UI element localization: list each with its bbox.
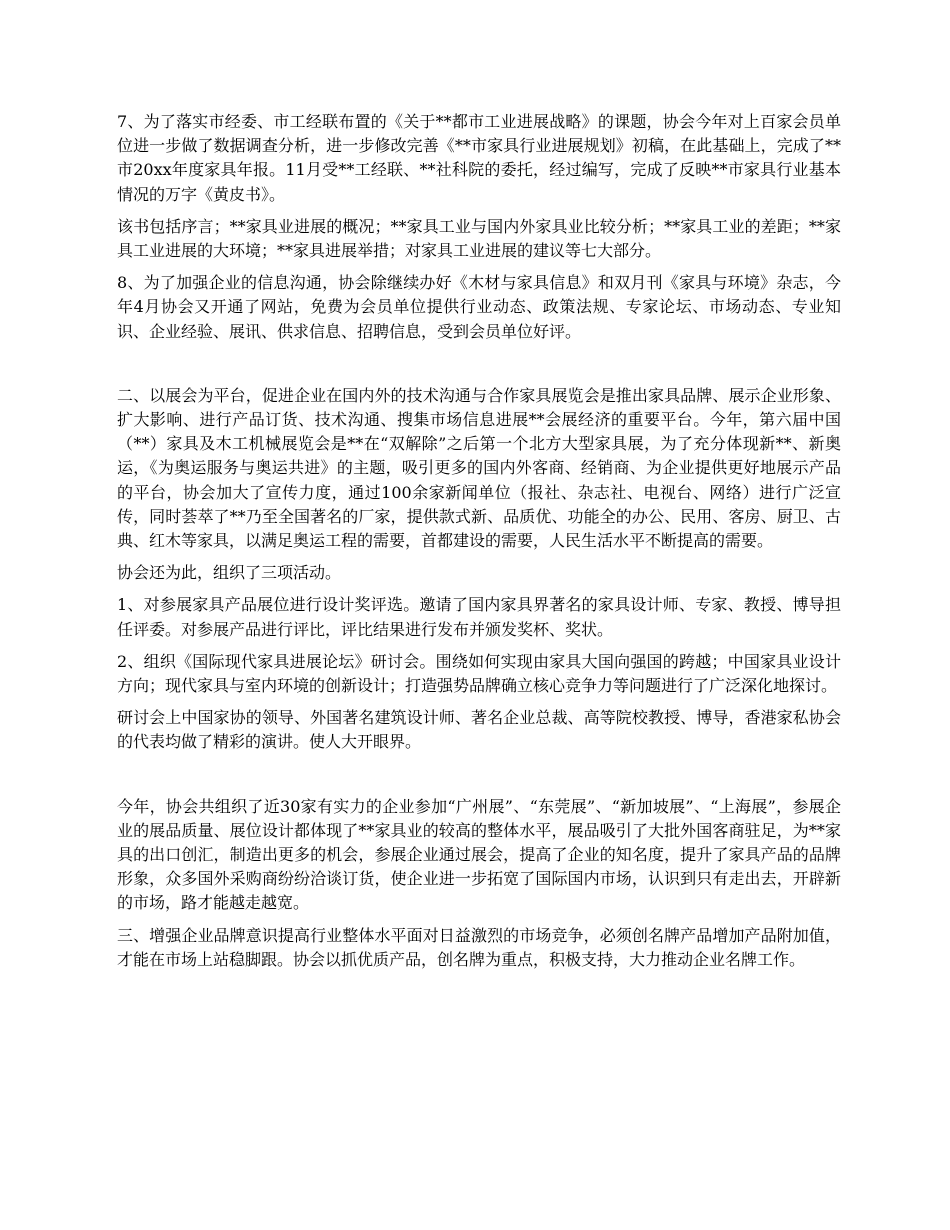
paragraph-section-2: 二、以展会为平台，促进企业在国内外的技术沟通与合作家具展览会是推出家具品牌、展示企业形象、扩大影响、进行产品订货、技术沟通、搜集市场信息进展**会展经济的重要平台。今年，第六届中国（**）家具及木工机械展览会是**在“双解除”之后第一个北方大型家具展，为了充分体现新**、新奥运，《为奥运服务与奥运共进》的主题，吸引更多的国内外客商、经销商、为企业提供更好地展示产品的平台，协会加大了宣传力度，通过100余家新闻单位（报社、杂志社、电视台、网络）进行广泛宣传，同时荟萃了**乃至全国著名的厂家，提供款式新、品质优、功能全的办公、民用、客房、厨卫、古典、红木等家具，以满足奥运工程的需要，首都建设的需要，人民生活水平不断提高的需要。 xyxy=(117,385,841,551)
paragraph-three-activities: 协会还为此，组织了三项活动。 xyxy=(117,563,342,583)
paragraph-seminar: 研讨会上中国家协的领导、外国著名建筑设计师、著名企业总裁、高等院校教授、博导，香港家私协会的代表均做了精彩的演讲。使人大开眼界。 xyxy=(117,708,841,752)
document-page xyxy=(117,110,841,980)
paragraph-exhibitions: 今年，协会共组织了近30家有实力的企业参加“广州展”、“东莞展”、“新加坡展”、“上海展”，参展企业的展品质量、展位设计都体现了**家具业的较高的整体水平，展品吸引了大批外国客商驻足，为**家具的出口创汇，制造出更多的机会，参展企业通过展会，提高了企业的知名度，提升了家具产品的品牌形象，众多国外采购商纷纷洽谈订货，使企业进一步拓宽了国际国内市场，认识到只有走出去，开辟新的市场，路才能越走越宽。 xyxy=(117,796,841,913)
paragraph-activity-1: 1、对参展家具产品展位进行设计奖评选。邀请了国内家具界著名的家具设计师、专家、教授、博导担任评委。对参展产品进行评比，评比结果进行发布并颁发奖杯、奖状。 xyxy=(117,595,841,639)
paragraph-item-8: 8、为了加强企业的信息沟通，协会除继续办好《木材与家具信息》和双月刊《家具与环境》杂志，今年4月协会又开通了网站，免费为会员单位提供行业动态、政策法规、专家论坛、市场动态、专业知识、企业经验、展讯、供求信息、招聘信息，受到会员单位好评。 xyxy=(117,273,841,341)
paragraph-item-7: 7、为了落实市经委、市工经联布置的《关于**都市工业进展战略》的课题，协会今年对上百家会员单位进一步做了数据调查分析，进一步修改完善《**市家具行业进展规划》初稿，在此基础上，完成了**市20xx年度家具年报。11月受**工经联、**社科院的委托，经过编写，完成了反映**市家具行业基本情况的万字《黄皮书》。 xyxy=(117,112,841,204)
paragraph-book-contents: 该书包括序言；**家具业进展的概况；**家具工业与国内外家具业比较分析；**家具工业的差距；**家具工业进展的大环境；**家具进展举措；对家具工业进展的建议等七大部分。 xyxy=(117,216,841,261)
section-gap xyxy=(117,763,841,795)
paragraph-activity-2: 2、组织《国际现代家具进展论坛》研讨会。围绕如何实现由家具大国向强国的跨越；中国家具业设计方向；现代家具与室内环境的创新设计；打造强势品牌确立核心竞争力等问题进行了广泛深化地探讨。 xyxy=(117,651,841,696)
paragraph-section-3: 三、增强企业品牌意识提高行业整体水平面对日益激烈的市场竞争，必须创名牌产品增加产品附加值，才能在市场上站稳脚跟。协会以抓优质产品，创名牌为重点，积极支持，大力推动企业名牌工作。 xyxy=(117,925,841,969)
section-gap xyxy=(117,352,841,384)
